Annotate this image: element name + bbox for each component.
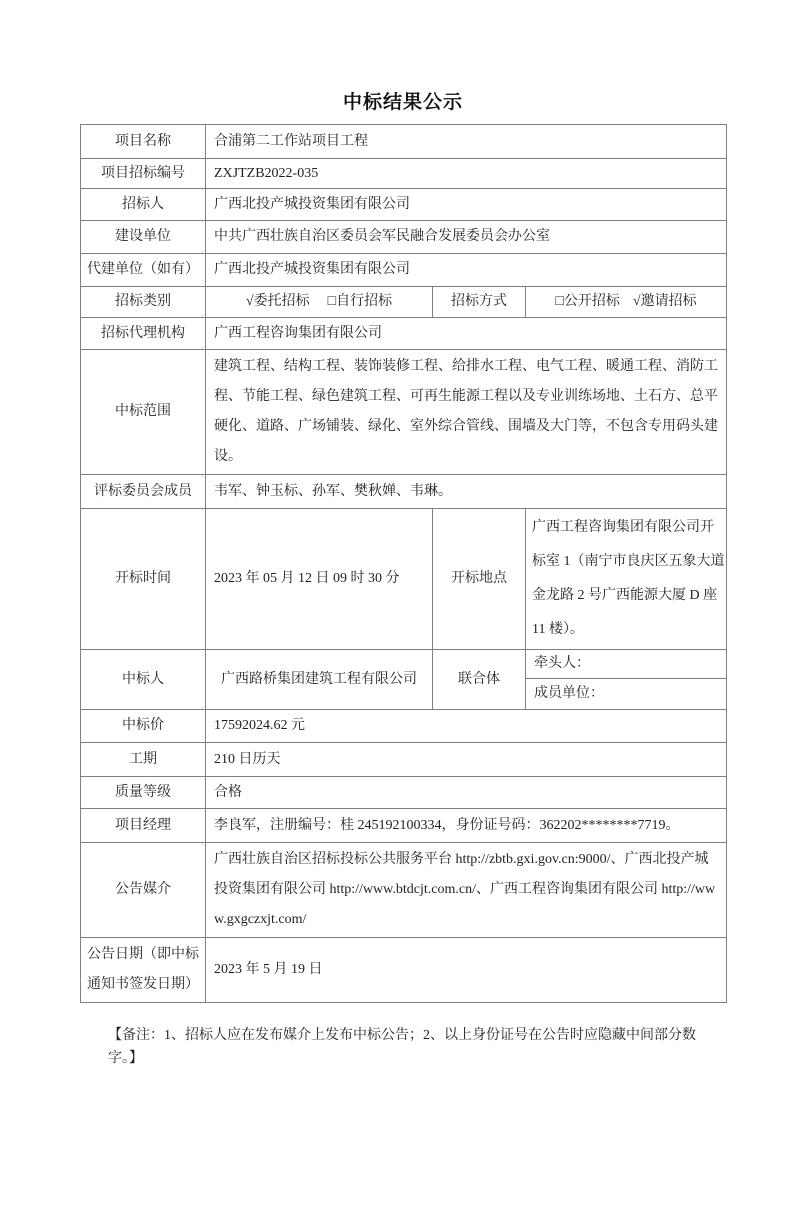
announcement-date-label: 公告日期（即中标通知书签发日期） — [81, 938, 206, 1003]
evaluation-committee-label: 评标委员会成员 — [81, 475, 206, 509]
project-manager-value: 李良军，注册编号：桂 245192100334，身份证号码：362202********7719。 — [206, 809, 727, 843]
row-bid-price — [81, 710, 727, 743]
project-manager-label: 项目经理 — [81, 809, 206, 843]
bid-opening-place-label: 开标地点 — [433, 509, 526, 650]
row-bid-opening — [81, 509, 727, 650]
quality-grade-value: 合格 — [206, 777, 727, 809]
row-tender-agency — [81, 318, 727, 350]
consortium-member-field: 成员单位： — [526, 679, 727, 710]
row-quality-grade — [81, 777, 727, 809]
bid-result-table — [80, 124, 727, 1003]
bid-price-value: 17592024.62 元 — [206, 710, 727, 743]
row-tenderee — [81, 189, 727, 221]
tender-agency-label: 招标代理机构 — [81, 318, 206, 350]
invite-checked-option: √邀请招标 — [632, 294, 697, 309]
row-announcement-date — [81, 938, 727, 1003]
tender-number-label: 项目招标编号 — [81, 159, 206, 189]
project-name-label: 项目名称 — [81, 125, 206, 159]
document-page — [80, 91, 726, 1003]
row-project-manager — [81, 809, 727, 843]
row-tender-number — [81, 159, 727, 189]
announcement-date-value: 2023 年 5 月 19 日 — [206, 938, 727, 1003]
bid-scope-label: 中标范围 — [81, 350, 206, 475]
bid-price-label: 中标价 — [81, 710, 206, 743]
open-unchecked-option: □公开招标 — [555, 294, 620, 309]
bid-scope-value: 建筑工程、结构工程、装饰装修工程、给排水工程、电气工程、暖通工程、消防工程、节能工程、绿色建筑工程、可再生能源工程以及专业训练场地、土石方、总平硬化、道路、广场铺装、绿化、室外综合管线、围墙及大门等，不包含专用码头建设。 — [206, 350, 727, 475]
announcement-media-value: 广西壮族自治区招标投标公共服务平台 http://zbtb.gxi.gov.cn:9000/、广西北投产城投资集团有限公司 http://www.btdcjt.com.cn/、广西工程咨询集团有限公司 http://www.gxgczxjt.com/ — [206, 843, 727, 938]
tender-method-label: 招标方式 — [433, 287, 526, 318]
bid-opening-time-value: 2023 年 05 月 12 日 09 时 30 分 — [206, 509, 433, 650]
consortium-label: 联合体 — [433, 650, 526, 710]
agent-unit-label: 代建单位（如有） — [81, 254, 206, 287]
tender-number-value: ZXJTZB2022-035 — [206, 159, 727, 189]
row-agent-unit — [81, 254, 727, 287]
tender-method-options — [526, 287, 727, 318]
tender-category-options — [206, 287, 433, 318]
row-tender-category — [81, 287, 727, 318]
quality-grade-label: 质量等级 — [81, 777, 206, 809]
page-title: 中标结果公示 — [342, 91, 463, 113]
row-construction-unit — [81, 221, 727, 254]
row-announcement-media — [81, 843, 727, 938]
row-duration — [81, 743, 727, 777]
footer-note: 【备注：1、招标人应在发布媒介上发布中标公告；2、以上身份证号在公告时应隐藏中间部分数字。】 — [108, 1028, 696, 1066]
bid-opening-time-label: 开标时间 — [81, 509, 206, 650]
row-bid-scope — [81, 350, 727, 475]
row-project-name — [81, 125, 727, 159]
winner-label: 中标人 — [81, 650, 206, 710]
self-unchecked-option: □自行招标 — [327, 294, 393, 309]
bid-opening-place-value: 广西工程咨询集团有限公司开标室 1（南宁市良庆区五象大道金龙路 2 号广西能源大厦 D 座 11 楼）。 — [526, 509, 727, 650]
entrust-checked-option: √委托招标 — [245, 294, 310, 309]
announcement-media-label: 公告媒介 — [81, 843, 206, 938]
construction-unit-label: 建设单位 — [81, 221, 206, 254]
agent-unit-value: 广西北投产城投资集团有限公司 — [206, 254, 727, 287]
tenderee-value: 广西北投产城投资集团有限公司 — [206, 189, 727, 221]
consortium-leader-field: 牵头人： — [526, 650, 727, 679]
project-name-value: 合浦第二工作站项目工程 — [206, 125, 727, 159]
duration-value: 210 日历天 — [206, 743, 727, 777]
tenderee-label: 招标人 — [81, 189, 206, 221]
construction-unit-value: 中共广西壮族自治区委员会军民融合发展委员会办公室 — [206, 221, 727, 254]
tender-category-label: 招标类别 — [81, 287, 206, 318]
winner-value: 广西路桥集团建筑工程有限公司 — [206, 650, 433, 710]
evaluation-committee-value: 韦军、钟玉标、孙军、樊秋婵、韦琳。 — [206, 475, 727, 509]
duration-label: 工期 — [81, 743, 206, 777]
tender-agency-value: 广西工程咨询集团有限公司 — [206, 318, 727, 350]
row-winner — [81, 650, 727, 679]
row-evaluation-committee — [81, 475, 727, 509]
